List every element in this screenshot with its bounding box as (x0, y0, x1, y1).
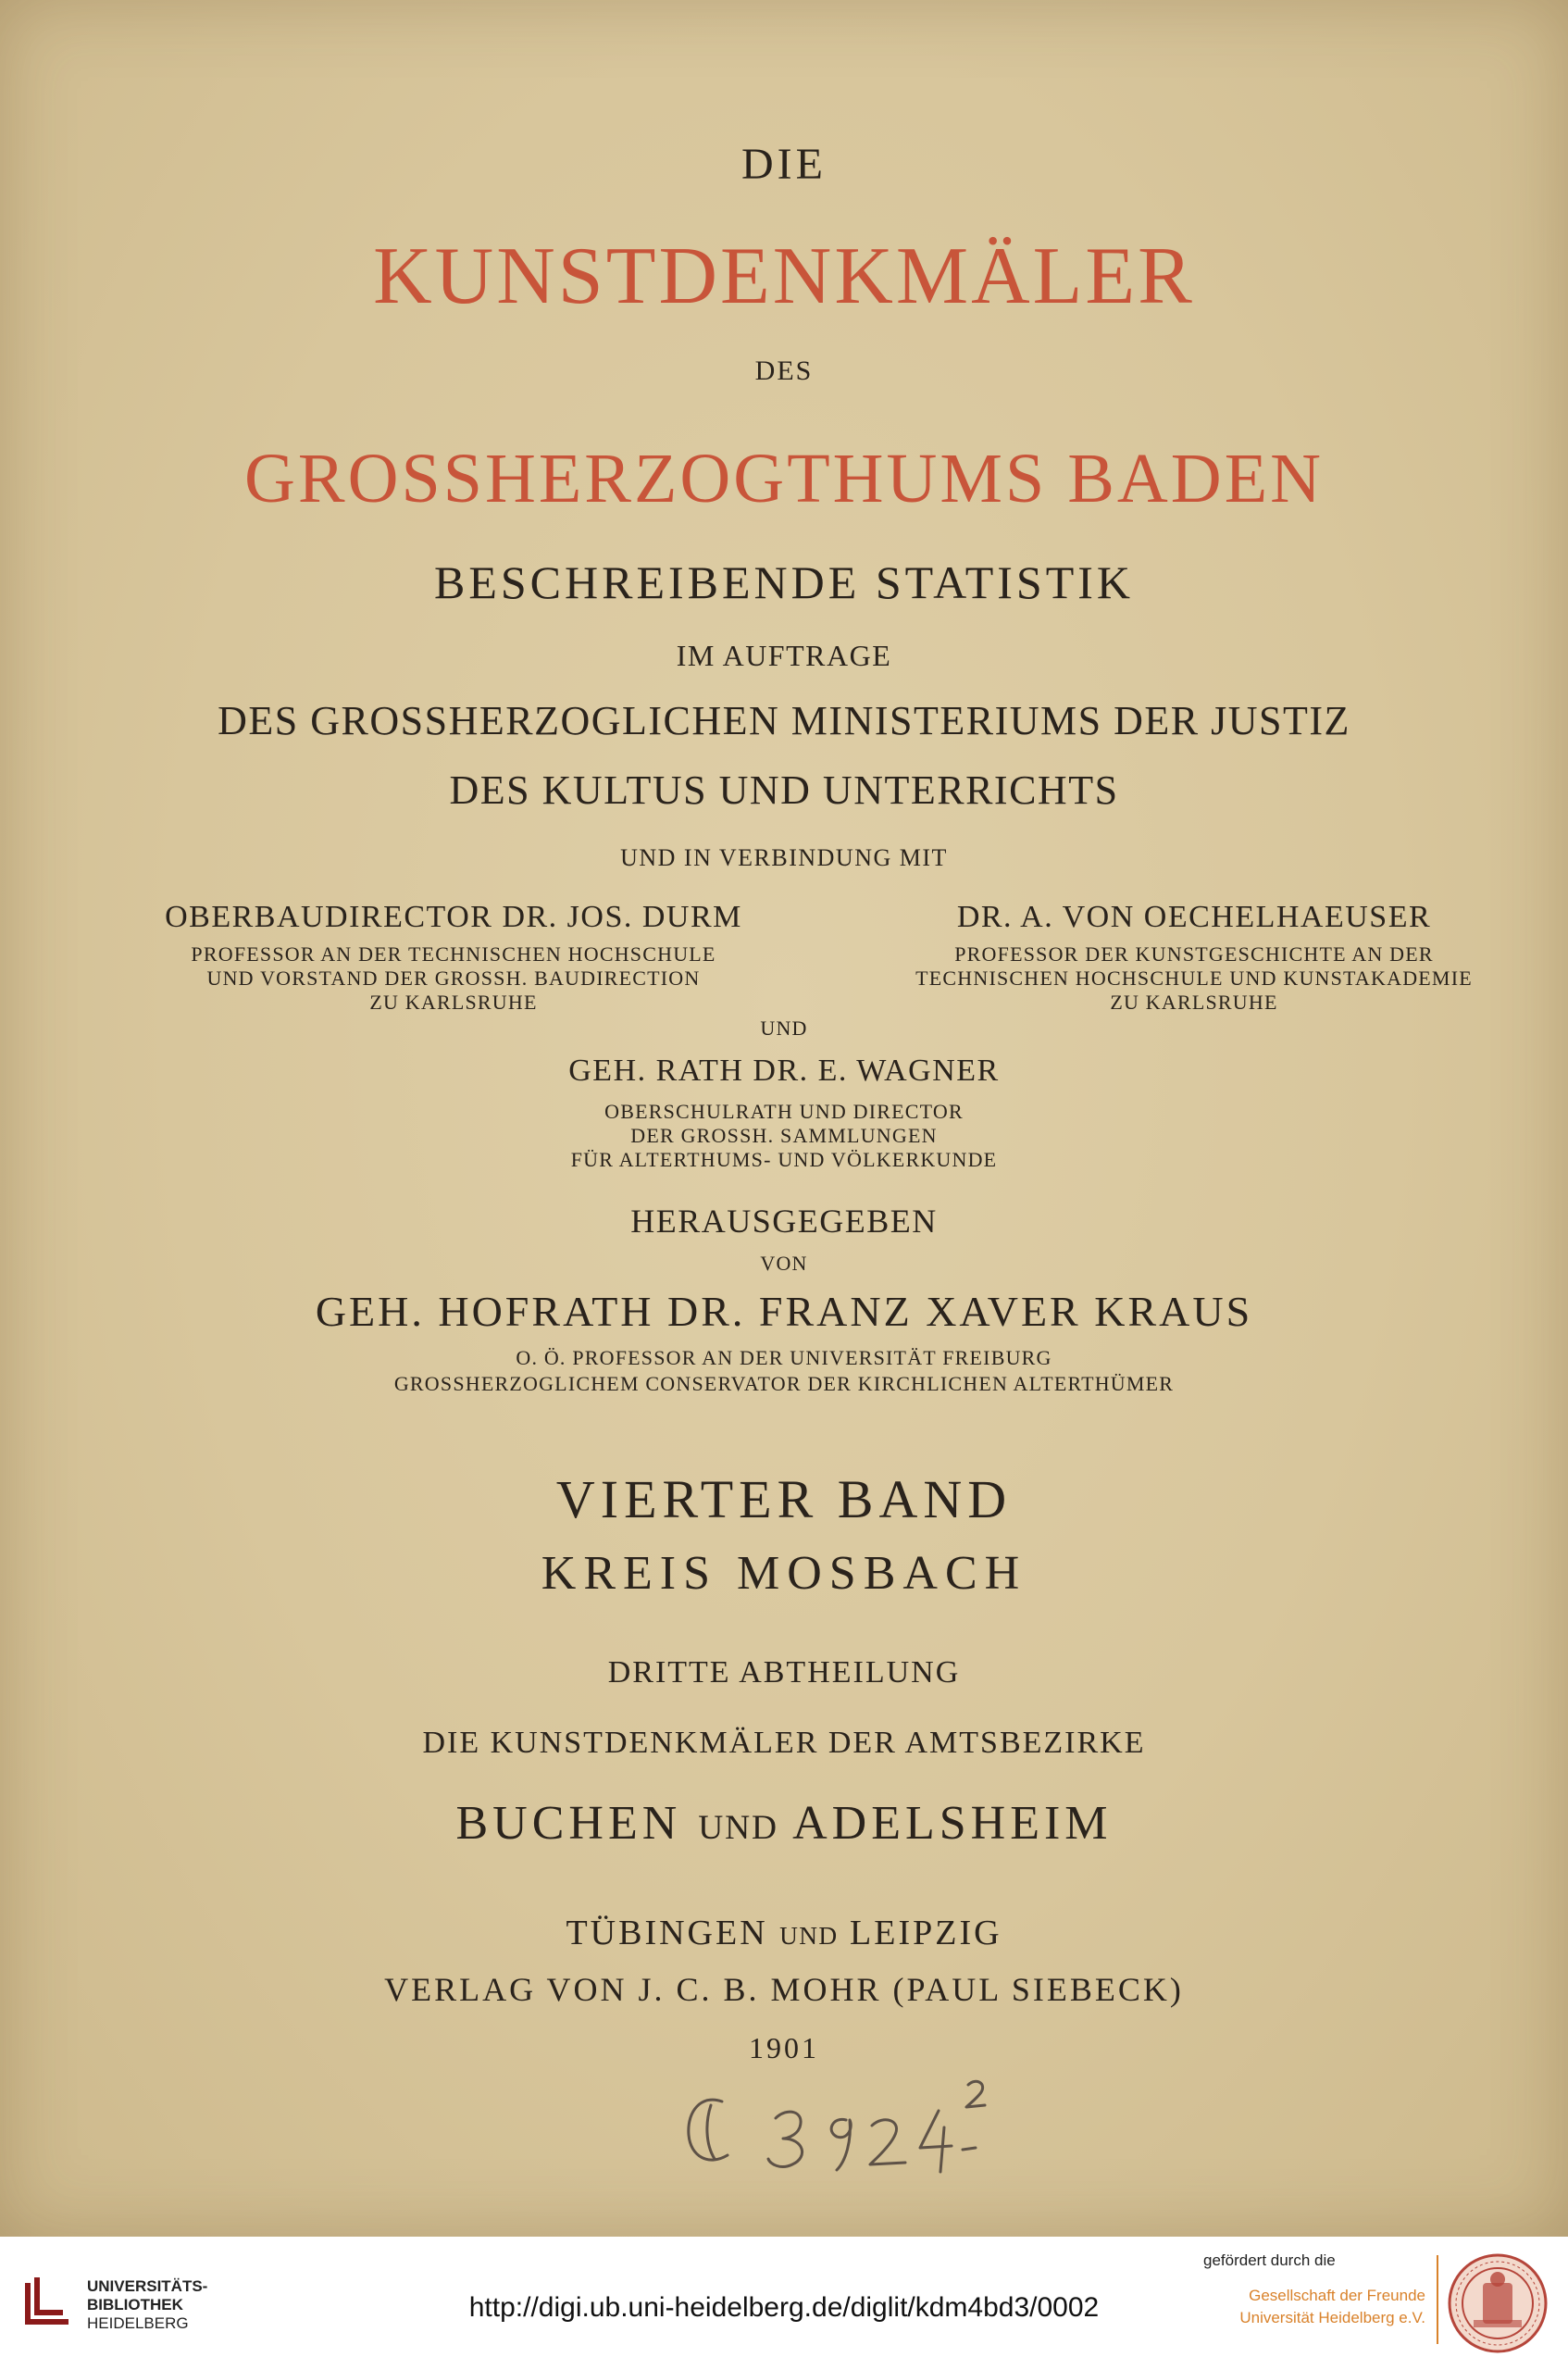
contributor-right (842, 900, 1546, 1015)
contributor-left-line1: PROFESSOR AN DER TECHNISCHEN HOCHSCHULE (191, 942, 716, 966)
permalink-url[interactable]: http://digi.ub.uni-heidelberg.de/diglit/kdm4bd3/0002 (468, 2292, 1100, 2323)
editor-herausgegeben: HERAUSGEGEBEN (630, 1203, 938, 1240)
subtitle-ministerium: DES GROSSHERZOGLICHEN MINISTERIUMS DER JUSTIZ (218, 698, 1350, 743)
title-des: DES (754, 355, 814, 386)
subtitle-auftrage: IM AUFTRAGE (676, 639, 892, 672)
editor-line2: GROSSHERZOGLICHEM CONSERVATOR DER KIRCHLICHEN ALTERTHÜMER (393, 1372, 1175, 1395)
volume-kreis: KREIS MOSBACH (541, 1547, 1027, 1600)
contributor-left-line2: UND VORSTAND DER GROSSH. BAUDIRECTION (206, 966, 701, 990)
contributor-right-line2: TECHNISCHEN HOCHSCHULE UND KUNSTAKADEMIE (915, 966, 1473, 990)
contributor-right-line3: ZU KARLSRUHE (1110, 991, 1278, 1014)
editor-von: VON (760, 1252, 808, 1275)
title-kunstdenkmaeler: KUNSTDENKMÄLER (373, 231, 1195, 321)
subtitle-kultus: DES KULTUS UND UNTERRICHTS (449, 767, 1119, 813)
imprint-place (0, 1913, 1568, 1953)
volume-districts (0, 1796, 1568, 1851)
shelfmark-handwriting (674, 2074, 989, 2176)
volume-und: UND (698, 1809, 778, 1847)
contributors-und: UND (760, 1016, 808, 1040)
contributor-left (102, 900, 805, 1015)
contributor-third-line2: DER GROSSH. SAMMLUNGEN (630, 1124, 938, 1147)
society-name (1203, 2285, 1425, 2329)
volume-amtsbezirke: DIE KUNSTDENKMÄLER DER AMTSBEZIRKE (422, 1726, 1146, 1760)
contributor-third-line3: FÜR ALTERTHUMS- UND VÖLKERKUNDE (570, 1148, 998, 1171)
library-line1: UNIVERSITÄTS- (87, 2277, 208, 2295)
library-line2: BIBLIOTHEK (87, 2296, 183, 2313)
volume-abtheilung: DRITTE ABTHEILUNG (607, 1655, 961, 1690)
society-line1: Gesellschaft der Freunde (1249, 2287, 1425, 2304)
contributor-left-line3: ZU KARLSRUHE (369, 991, 538, 1014)
subtitle-verbindung: UND IN VERBINDUNG MIT (620, 844, 948, 871)
volume-band: VIERTER BAND (555, 1469, 1013, 1529)
footer-bar (0, 2237, 1568, 2357)
editor-name: GEH. HOFRATH DR. FRANZ XAVER KRAUS (315, 1288, 1253, 1335)
editor-line1: O. Ö. PROFESSOR AN DER UNIVERSITÄT FREIBURG (516, 1346, 1052, 1369)
society-line2: Universität Heidelberg e.V. (1239, 2309, 1425, 2326)
imprint-und: UND (779, 1922, 839, 1950)
title-die: DIE (741, 140, 827, 189)
volume-adelsheim: ADELSHEIM (792, 1797, 1113, 1850)
contributor-right-name: DR. A. VON OECHELHAEUSER (956, 900, 1432, 934)
imprint-leipzig: LEIPZIG (850, 1914, 1002, 1952)
library-line3: HEIDELBERG (87, 2314, 189, 2332)
funded-by-label: gefördert durch die (1203, 2251, 1336, 2269)
imprint-verlag: VERLAG VON J. C. B. MOHR (PAUL SIEBECK) (384, 1971, 1184, 2008)
contributor-third-name: GEH. RATH DR. E. WAGNER (568, 1054, 1000, 1088)
contributor-right-line1: PROFESSOR DER KUNSTGESCHICHTE AN DER (954, 942, 1434, 966)
volume-buchen: BUCHEN (455, 1797, 682, 1850)
title-grossherzogthums: GROSSHERZOGTHUMS BADEN (244, 440, 1324, 518)
university-seal-icon (1446, 2251, 1549, 2355)
imprint-year: 1901 (749, 2031, 819, 2064)
contributor-third-line1: OBERSCHULRATH UND DIRECTOR (604, 1100, 964, 1123)
contributor-left-name: OBERBAUDIRECTOR DR. JOS. DURM (165, 900, 742, 934)
subtitle-statistik: BESCHREIBENDE STATISTIK (433, 556, 1135, 608)
imprint-tuebingen: TÜBINGEN (566, 1914, 768, 1952)
footer-divider (1437, 2255, 1438, 2344)
